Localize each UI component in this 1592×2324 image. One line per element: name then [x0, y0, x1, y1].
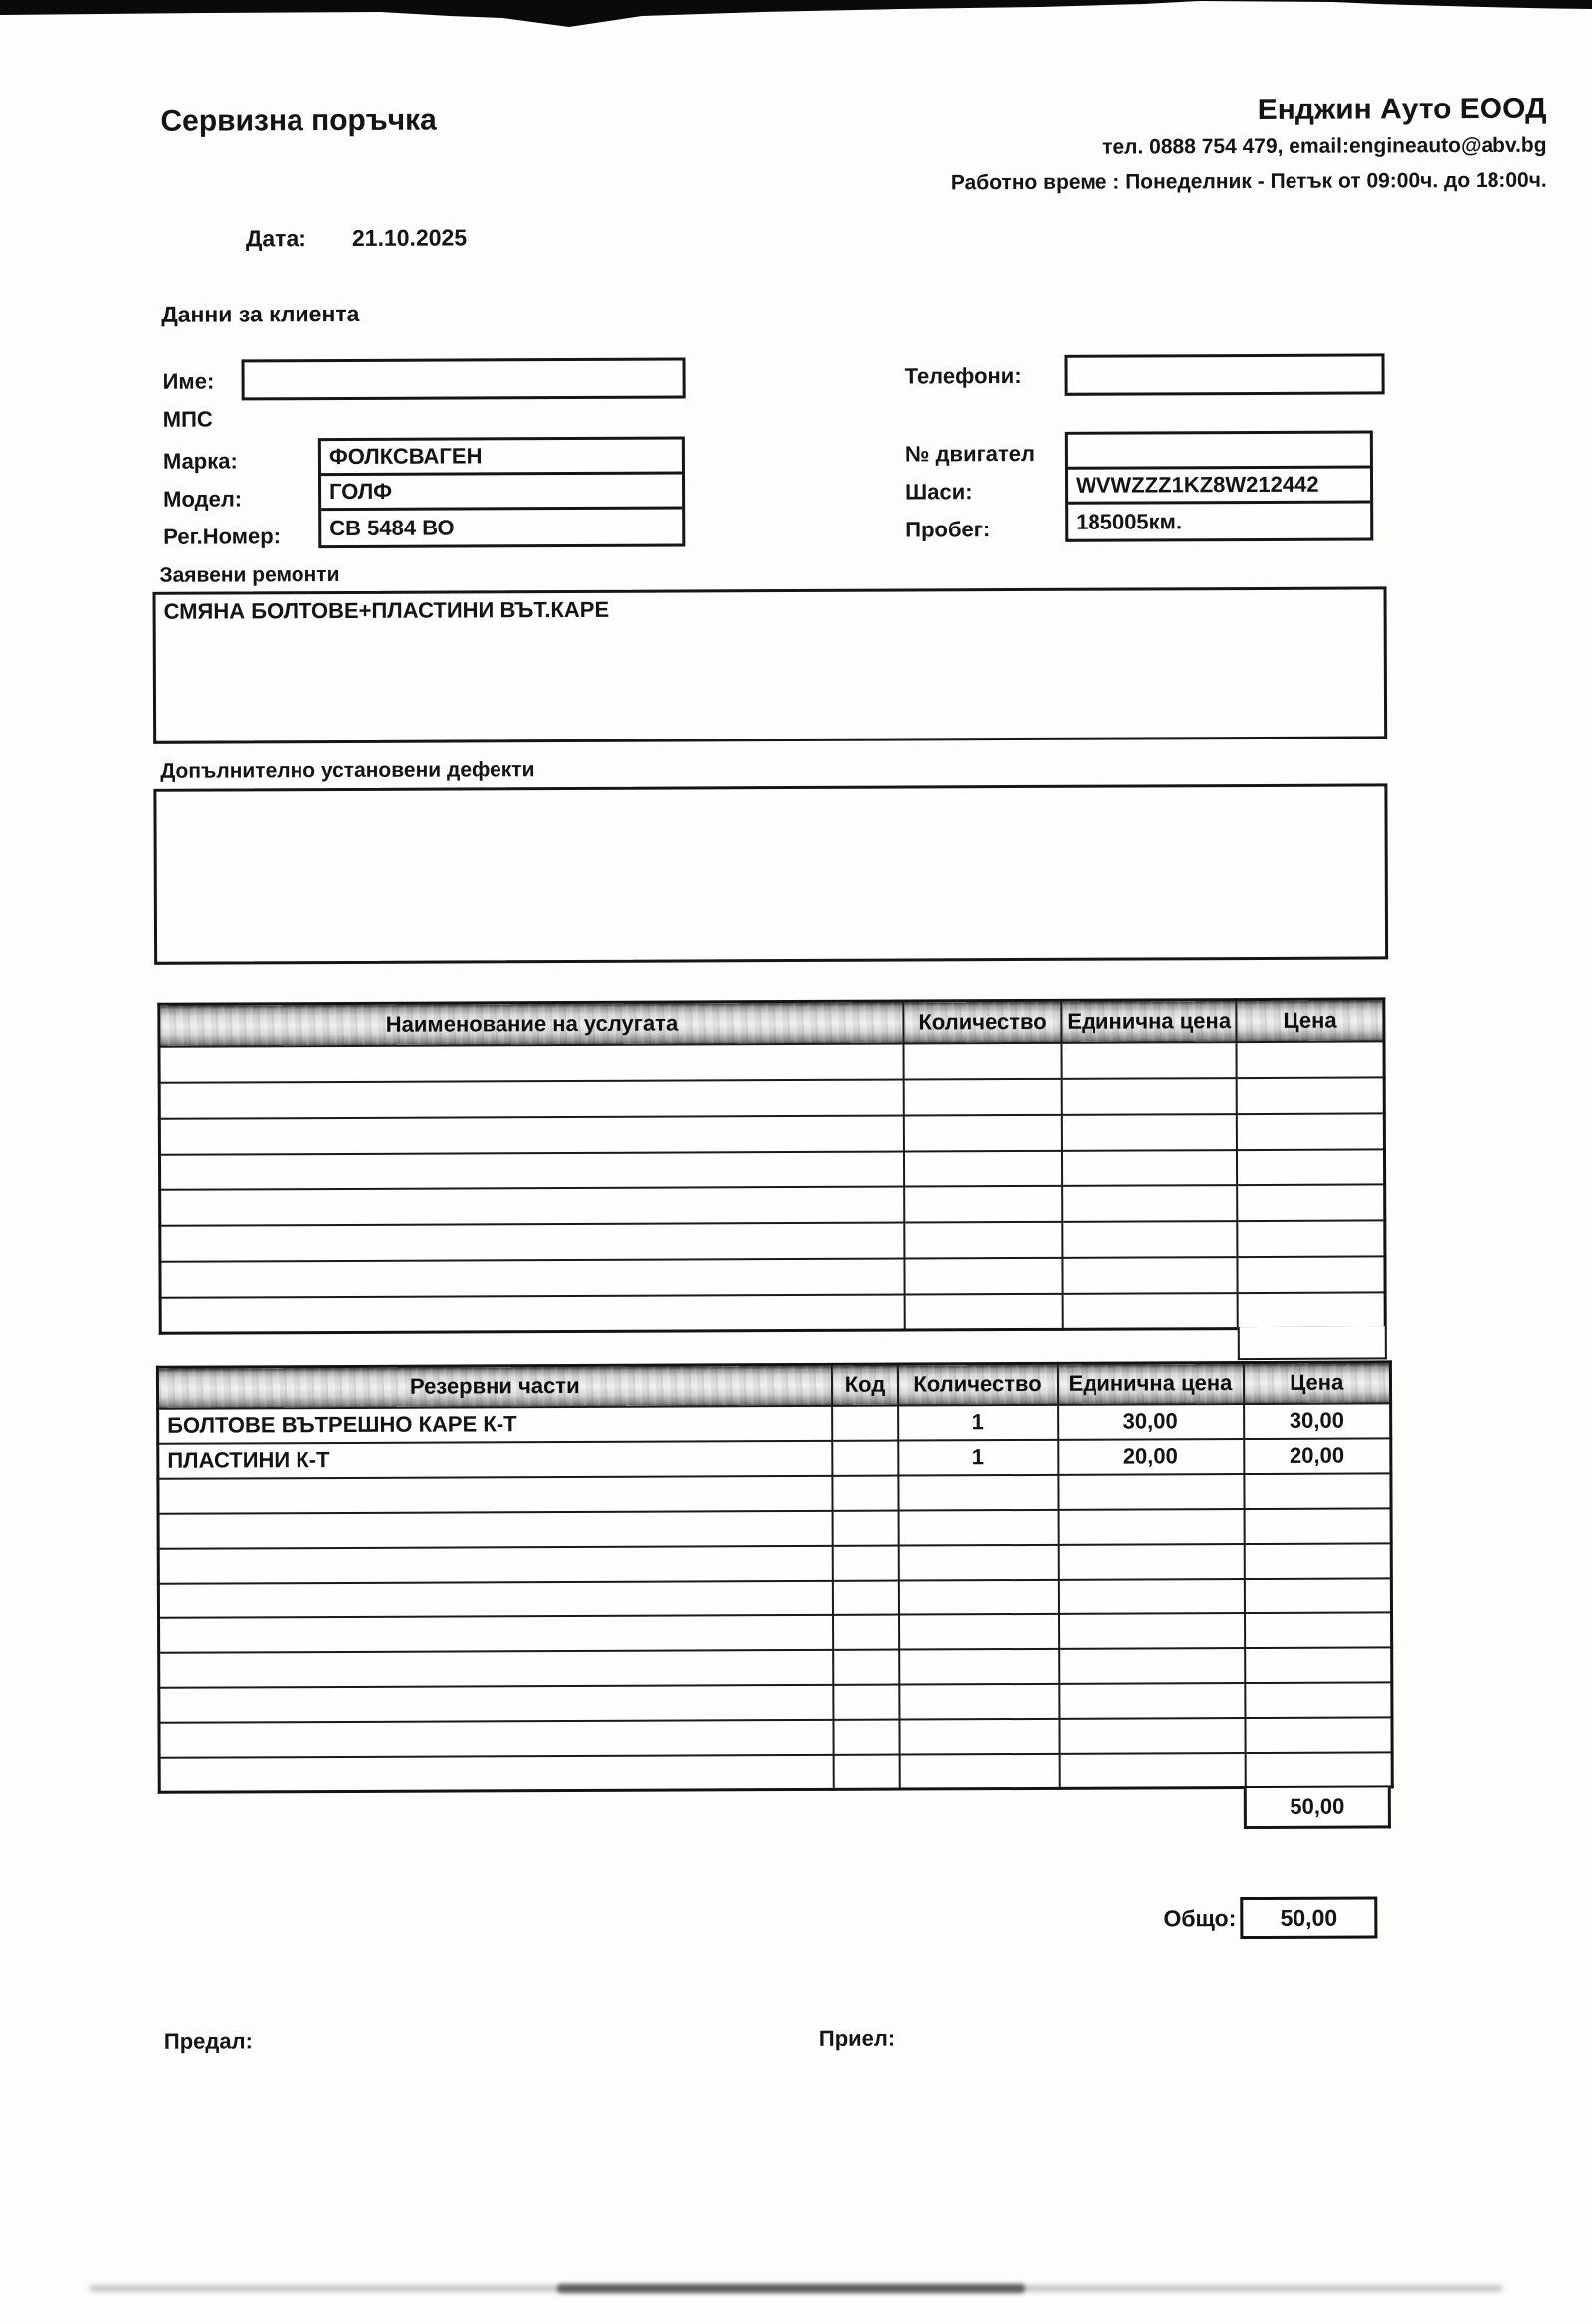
cell	[1245, 1752, 1392, 1788]
name-field-box	[241, 357, 685, 400]
engine-number-field-box	[1068, 433, 1370, 469]
cell	[159, 1719, 833, 1757]
cell	[1063, 1221, 1238, 1258]
mileage-field-box	[1068, 503, 1370, 538]
cell	[832, 1475, 898, 1510]
mileage-field-value: 185005км.	[1076, 508, 1183, 534]
model-field-box	[321, 474, 682, 511]
engine-chassis-mileage-box	[1065, 430, 1373, 541]
name-label: Име:	[162, 368, 215, 394]
cell	[1059, 1683, 1245, 1719]
services-header-unit-price: Единична цена	[1062, 1000, 1237, 1043]
total-value: 50,00	[1280, 1904, 1338, 1931]
services-header-row	[159, 999, 1384, 1046]
cell	[899, 1613, 1059, 1649]
services-empty-row	[160, 1256, 1385, 1297]
parts-empty-row	[158, 1473, 1391, 1513]
mileage-label: Пробег:	[905, 517, 991, 542]
cell	[899, 1648, 1059, 1684]
cell	[1237, 1041, 1384, 1078]
page-title: Сервизна поръчка	[160, 104, 437, 138]
services-subtotal-box	[1238, 1326, 1387, 1360]
client-section-title: Данни за клиента	[161, 300, 360, 327]
cell	[832, 1545, 898, 1580]
requested-repairs-label: Заявени ремонти	[159, 562, 340, 587]
company-name: Енджин Ауто ЕООД	[1257, 92, 1547, 126]
engine-number-label: № двигател	[904, 440, 1036, 467]
cell	[159, 1649, 833, 1687]
part-qty: 1	[898, 1439, 1058, 1475]
cell	[1245, 1647, 1392, 1683]
parts-empty-row	[159, 1682, 1392, 1722]
requested-repairs-box	[153, 586, 1388, 743]
cell	[1238, 1292, 1385, 1329]
parts-table	[156, 1360, 1394, 1793]
cell	[1058, 1509, 1244, 1545]
requested-repairs-text: СМЯНА БОЛТОВЕ+ПЛАСТИНИ ВЪТ.КАРЕ	[163, 596, 610, 624]
date-value: 21.10.2025	[351, 224, 468, 251]
cell	[1244, 1612, 1391, 1648]
parts-subtotal-value: 50,00	[1290, 1794, 1345, 1819]
parts-empty-row	[159, 1612, 1392, 1652]
parts-header-name: Резервни части	[157, 1364, 831, 1408]
cell	[898, 1509, 1058, 1545]
cell	[160, 1222, 905, 1261]
cell	[898, 1544, 1058, 1580]
parts-empty-row	[158, 1543, 1391, 1583]
cell	[159, 1614, 833, 1652]
parts-empty-row	[159, 1647, 1392, 1687]
cell	[1062, 1150, 1237, 1186]
model-field-value: ГОЛФ	[329, 478, 393, 505]
parts-header-price: Цена	[1243, 1362, 1390, 1404]
services-empty-row	[159, 1149, 1384, 1189]
cell	[833, 1719, 899, 1754]
cell	[159, 1151, 904, 1189]
part-unit-price: 30,00	[1058, 1404, 1244, 1440]
date-label: Дата:	[245, 225, 306, 252]
chassis-field-box	[1068, 468, 1370, 504]
parts-empty-row	[159, 1752, 1392, 1792]
total-box	[1240, 1896, 1377, 1939]
cell	[159, 1043, 904, 1082]
received-label: Приел:	[818, 2025, 896, 2051]
scan-artifact-bottom-dark-segment	[557, 2284, 1025, 2293]
cell	[159, 1079, 904, 1118]
cell	[1059, 1753, 1245, 1789]
services-table	[157, 997, 1386, 1334]
services-header-price: Цена	[1237, 999, 1384, 1042]
cell	[1063, 1257, 1238, 1294]
services-header-name: Наименование на услугата	[159, 1001, 904, 1046]
cell	[159, 1115, 904, 1154]
part-qty: 1	[898, 1404, 1058, 1440]
cell	[1244, 1578, 1391, 1613]
cell	[158, 1545, 832, 1583]
vehicle-group-label: МПС	[162, 406, 213, 432]
services-table-body	[159, 1041, 1385, 1333]
cell	[1237, 1077, 1384, 1114]
reg-number-field-value: СВ 5484 ВО	[329, 514, 455, 540]
cell	[904, 1185, 1062, 1222]
cell	[1245, 1717, 1392, 1753]
parts-header-code: Код	[831, 1364, 897, 1405]
brand-label: Марка:	[162, 448, 238, 474]
parts-data-row	[158, 1403, 1391, 1443]
parts-table-body	[158, 1403, 1393, 1792]
phones-field-box	[1064, 353, 1384, 395]
cell	[833, 1754, 899, 1789]
cell	[1237, 1149, 1384, 1185]
cell	[1059, 1648, 1245, 1684]
services-empty-row	[159, 1077, 1384, 1118]
scan-artifact-top-edge	[0, 0, 1592, 30]
cell	[158, 1510, 832, 1548]
cell	[1062, 1114, 1237, 1151]
chassis-label: Шаси:	[905, 479, 973, 505]
cell	[1062, 1078, 1237, 1115]
cell	[832, 1580, 898, 1614]
model-label: Модел:	[163, 486, 243, 512]
part-name: БОЛТОВЕ ВЪТРЕШНО КАРЕ К-Т	[158, 1405, 832, 1443]
part-name: ПЛАСТИНИ К-Т	[158, 1440, 832, 1478]
cell	[1058, 1544, 1244, 1580]
cell	[1244, 1473, 1391, 1509]
cell	[899, 1683, 1059, 1719]
cell	[904, 1221, 1062, 1258]
part-code	[832, 1405, 898, 1440]
cell	[833, 1684, 899, 1719]
cell	[898, 1579, 1058, 1614]
chassis-field-value: WVWZZZ1KZ8W212442	[1075, 471, 1319, 498]
parts-empty-row	[158, 1508, 1391, 1548]
total-label: Общо:	[1163, 1905, 1237, 1932]
part-unit-price: 20,00	[1058, 1439, 1244, 1475]
parts-subtotal-box	[1244, 1787, 1391, 1829]
company-working-hours: Работно време : Понеделник - Петък от 09:00ч. до 18:00ч.	[950, 168, 1547, 195]
cell	[899, 1753, 1059, 1789]
cell	[1062, 1042, 1237, 1079]
cell	[904, 1042, 1062, 1079]
part-code	[832, 1440, 898, 1475]
cell	[904, 1150, 1062, 1186]
parts-header-qty: Количество	[897, 1363, 1057, 1405]
services-header-qty: Количество	[903, 1000, 1061, 1043]
cell	[1244, 1508, 1391, 1544]
part-price: 20,00	[1244, 1438, 1391, 1474]
cell	[1238, 1256, 1385, 1293]
brand-field-box	[321, 439, 682, 476]
cell	[160, 1186, 905, 1225]
reg-number-label: Рег.Номер:	[163, 524, 282, 549]
cell	[1059, 1613, 1245, 1649]
handed-over-label: Предал:	[163, 2028, 253, 2054]
services-empty-row	[160, 1220, 1385, 1261]
cell	[833, 1649, 899, 1684]
part-price: 30,00	[1244, 1403, 1391, 1439]
parts-header-row	[157, 1362, 1390, 1408]
cell	[158, 1580, 832, 1617]
cell	[904, 1078, 1062, 1115]
cell	[158, 1475, 832, 1513]
cell	[1063, 1293, 1238, 1330]
parts-header-unit-price: Единична цена	[1057, 1363, 1243, 1405]
cell	[159, 1754, 833, 1792]
cell	[159, 1684, 833, 1722]
cell	[898, 1474, 1058, 1510]
cell	[905, 1293, 1063, 1330]
phones-label: Телефони:	[904, 363, 1022, 389]
cell	[1058, 1579, 1244, 1614]
additional-defects-box	[153, 783, 1388, 964]
services-empty-row	[159, 1113, 1384, 1154]
cell	[1245, 1682, 1392, 1718]
cell	[832, 1510, 898, 1545]
cell	[1238, 1220, 1385, 1257]
cell	[1062, 1185, 1237, 1222]
reg-number-field-box	[321, 509, 682, 545]
additional-defects-label: Допълнително установени дефекти	[160, 758, 535, 783]
cell	[1058, 1474, 1244, 1510]
vehicle-fields-box	[318, 436, 685, 548]
cell	[1059, 1718, 1245, 1754]
services-empty-row	[160, 1184, 1385, 1225]
cell	[833, 1614, 899, 1649]
cell	[160, 1258, 905, 1297]
cell	[899, 1718, 1059, 1754]
company-contact: тел. 0888 754 479, email:engineauto@abv.bg	[1102, 133, 1547, 159]
cell	[905, 1257, 1063, 1294]
cell	[904, 1114, 1062, 1151]
parts-empty-row	[159, 1717, 1392, 1757]
cell	[1237, 1113, 1384, 1150]
brand-field-value: ФОЛКСВАГЕН	[328, 443, 483, 470]
cell	[160, 1294, 905, 1333]
services-empty-row	[160, 1292, 1385, 1333]
cell	[1237, 1184, 1384, 1221]
parts-empty-row	[158, 1578, 1391, 1617]
cell	[1244, 1543, 1391, 1579]
services-empty-row	[159, 1041, 1384, 1082]
parts-data-row	[158, 1438, 1391, 1478]
